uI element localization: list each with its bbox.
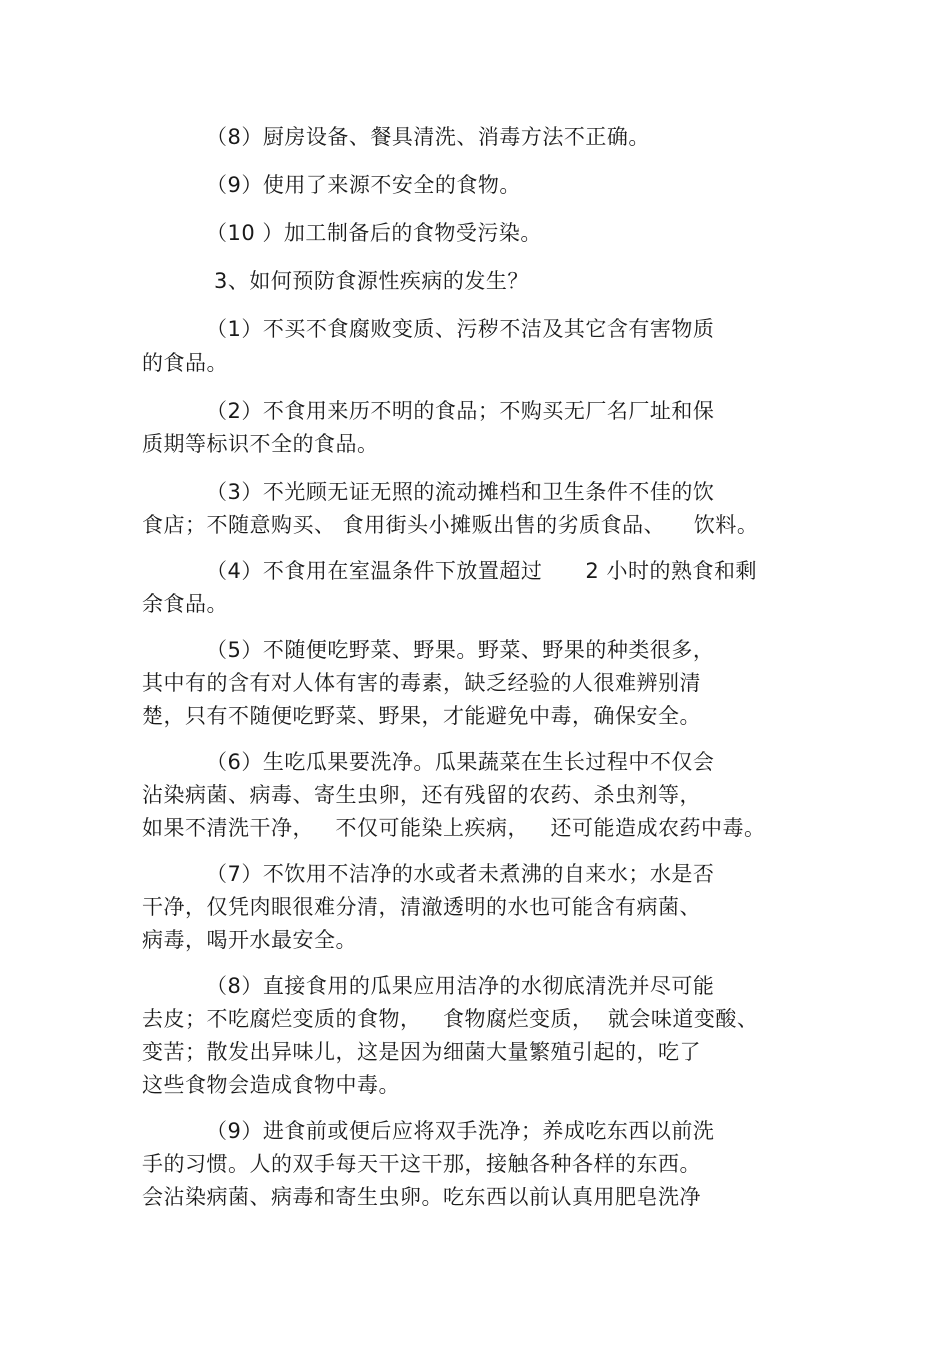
text-line: 其中有的含有对人体有害的毒素，缺乏经验的人很难辨别清 xyxy=(142,671,701,695)
text-line: 去皮；不吃腐烂变质的食物， 食物腐烂变质， 就会味道变酸、 xyxy=(142,1007,759,1031)
text-line: （2）不食用来历不明的食品；不购买无厂名厂址和保 xyxy=(206,399,715,423)
text-line: 余食品。 xyxy=(142,592,228,616)
text-line: 变苦；散发出异味儿，这是因为细菌大量繁殖引起的，吃了 xyxy=(142,1040,701,1064)
section-heading: 3、如何预防食源性疾病的发生？ xyxy=(214,269,529,293)
text-line: 质期等标识不全的食品。 xyxy=(142,432,379,456)
text-line: （7）不饮用不洁净的水或者未煮沸的自来水；水是否 xyxy=(206,862,715,886)
text-line: （9）进食前或便后应将双手洗净；养成吃东西以前洗 xyxy=(206,1119,715,1143)
text-line: （1）不买不食腐败变质、污秽不洁及其它含有害物质 xyxy=(206,317,715,341)
text-line: （5）不随便吃野菜、野果。野菜、野果的种类很多， xyxy=(206,638,715,662)
text-line: 的食品。 xyxy=(142,351,228,375)
text-line: （8）直接食用的瓜果应用洁净的水彻底清洗并尽可能 xyxy=(206,974,715,998)
text-line: 干净，仅凭肉眼很难分清，清澈透明的水也可能含有病菌、 xyxy=(142,895,701,919)
text-line: （3）不光顾无证无照的流动摊档和卫生条件不佳的饮 xyxy=(206,480,715,504)
text-line: 手的习惯。人的双手每天干这干那，接触各种各样的东西。 xyxy=(142,1152,701,1176)
text-line: （4）不食用在室温条件下放置超过 2 小时的熟食和剩 xyxy=(206,559,757,583)
text-line: （9）使用了来源不安全的食物。 xyxy=(206,173,521,197)
text-line: 这些食物会造成食物中毒。 xyxy=(142,1073,400,1097)
text-line: 如果不清洗干净， 不仅可能染上疾病， 还可能造成农药中毒。 xyxy=(142,816,766,840)
text-line: 会沾染病菌、病毒和寄生虫卵。吃东西以前认真用肥皂洗净 xyxy=(142,1185,701,1209)
text-line: 楚，只有不随便吃野菜、野果，才能避免中毒，确保安全。 xyxy=(142,704,701,728)
text-line: （8）厨房设备、餐具清洗、消毒方法不正确。 xyxy=(206,125,650,149)
text-line: 病毒，喝开水最安全。 xyxy=(142,928,357,952)
text-line: 沾染病菌、病毒、寄生虫卵，还有残留的农药、杀虫剂等， xyxy=(142,783,701,807)
text-line: （10 ）加工制备后的食物受污染。 xyxy=(206,221,542,245)
text-line: 食店；不随意购买、 食用街头小摊贩出售的劣质食品、 饮料。 xyxy=(142,513,759,537)
text-line: （6）生吃瓜果要洗净。瓜果蔬菜在生长过程中不仅会 xyxy=(206,750,715,774)
